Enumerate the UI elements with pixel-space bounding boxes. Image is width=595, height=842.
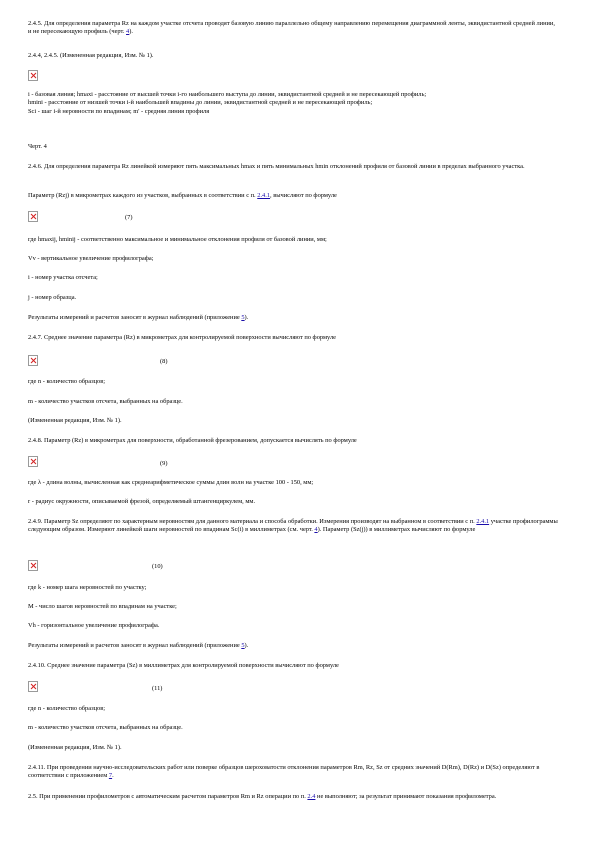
results-note xyxy=(28,314,558,322)
text: . xyxy=(112,772,114,780)
text: 2.4.11. При проведении научно-исследовательских работ или поверке образцов шероховатости отклонения параметров Rm, Rz, Sz от средних значений D(Rm), D(Rz) и D(Sz) определяют в соответствии с приложением xyxy=(28,764,540,780)
where-m: m - количество участков отсчета, выбранных на образце. xyxy=(28,724,183,731)
where-r: r - радиус окружности, описываемой фрезой, определяемый штангенциркулем, мм. xyxy=(28,498,256,505)
broken-image-icon xyxy=(28,70,38,81)
amendment-note: (Измененная редакция, Изм. № 1). xyxy=(28,744,122,751)
link-2-4[interactable]: 2.4 xyxy=(307,793,316,800)
broken-image-icon xyxy=(28,355,38,366)
text: 2.4.9. Параметр Sz определяют по характерным неровностям для данного материала и способа обработки. Измерения производят на выбранном в соответствии с п. xyxy=(28,518,477,525)
para-rzj xyxy=(28,192,558,200)
where-k: где k - номер шага неровностей по участку; xyxy=(28,584,147,591)
para-2-4-5 xyxy=(28,20,558,37)
link-drawing-4[interactable]: 4 xyxy=(126,28,130,36)
link-2-4-1[interactable]: 2.4.1 xyxy=(257,192,271,199)
where-lambda: где λ - длина волны, вычисленная как среднеарифметическое суммы длин волн на участке 100 - 150, мм; xyxy=(28,479,314,486)
text: , вычисляют по формуле xyxy=(270,192,337,199)
para-2-4-8: 2.4.8. Параметр (Rz) в микрометрах для поверхности, обработанной фрезерованием, допускается вычислять по формуле xyxy=(28,437,357,444)
drawing-4-legend: i - базовая линия; hmaxi - расстояние от высшей точки i-го наибольшего выступа до линии, эквидистантной средней и не пересекающей профиль; hmini - расстояние от низшей точки i-й наибольшей впадины до линии, эквидистантной средней и не пересекающей профиль; Sci - шаг i-й неровности по впадинам; m' - средняя линия профиля xyxy=(28,91,427,115)
para-2-4-6: 2.4.6. Для определения параметра Rz линейкой измеряют пять максимальных hmax и пять минимальных hmin отклонений профиля от базовой линии в пределах выбранного участка. xyxy=(28,163,525,170)
where-vv: Vv - вертикальное увеличение профилографа; xyxy=(28,255,154,262)
equation-number: (9) xyxy=(160,460,168,467)
where-vh: Vh - горизонтальное увеличение профилографа. xyxy=(28,622,160,629)
where-n: где n - количество образцов; xyxy=(28,378,106,385)
text: ). Параметр (Sz(j)) в миллиметрах вычисляют по формуле xyxy=(317,526,476,534)
equation-number: (10) xyxy=(152,563,163,570)
where-n: где n - количество образцов; xyxy=(28,705,106,712)
text: 2.5. При применении профилометров с автоматическим расчетом параметров Rm и Rz операции по п. xyxy=(28,793,308,800)
text: Результаты измерений и расчетов заносят в журнал наблюдений (приложение xyxy=(28,314,242,321)
text: участке профилограммы следующим образом. Измеряют линейкой шаги неровностей по впадинам Sc(i) в миллиметрах (см. черт. xyxy=(28,518,558,534)
link-appendix-5[interactable]: 5 xyxy=(241,642,245,649)
where-j: j - номер образца. xyxy=(28,294,77,301)
equation-number: (11) xyxy=(152,685,163,692)
text: не выполняют; за результат принимают показания профилометра. xyxy=(315,793,497,800)
text: Параметр (Rzj) в микрометрах каждого из участков, выбранных в соответствии с п. xyxy=(28,192,258,199)
where-hmax: где hmaxij, hminij - соответственно максимальное и минимальное отклонения профиля от базовой линии, мм; xyxy=(28,236,327,243)
text: Результаты измерений и расчетов заносят в журнал наблюдений (приложение xyxy=(28,642,242,649)
text: ). xyxy=(129,28,133,36)
para-2-5 xyxy=(28,793,558,801)
text: 2.4.5. Для определения параметра Rz на каждом участке отсчета проводят базовую линию параллельно общему направлению перемещения диаграммной ленты, эквидистантной средней линии, и не пересекающую профиль (черт. xyxy=(28,20,555,36)
equation-number: (8) xyxy=(160,358,168,365)
amendment-note: 2.4.4, 2.4.5. (Измененная редакция, Изм. № 1). xyxy=(28,52,154,59)
link-2-4-1[interactable]: 2.4.1 xyxy=(476,518,490,525)
where-m: m - количество участков отсчета, выбранных на образце. xyxy=(28,398,183,405)
link-drawing-4[interactable]: 4 xyxy=(314,526,318,534)
drawing-caption: Черт. 4 xyxy=(28,143,47,150)
broken-image-icon xyxy=(28,560,38,571)
broken-image-icon xyxy=(28,211,38,222)
link-appendix-5[interactable]: 5 xyxy=(241,314,245,321)
text: ). xyxy=(244,642,249,649)
where-M: M - число шагов неровностей по впадинам на участке; xyxy=(28,603,177,610)
broken-image-icon xyxy=(28,456,38,467)
results-note xyxy=(28,642,558,650)
broken-image-icon xyxy=(28,681,38,692)
amendment-note: (Измененная редакция, Изм. № 1). xyxy=(28,417,122,424)
para-2-4-9 xyxy=(28,518,558,535)
para-2-4-11 xyxy=(28,764,558,781)
text: ). xyxy=(244,314,249,321)
para-2-4-7: 2.4.7. Среднее значение параметра (Rz) в микрометрах для контролируемой поверхности вычисляют по формуле xyxy=(28,334,336,341)
para-2-4-10: 2.4.10. Среднее значение параметра (Sz) в миллиметрах для контролируемой поверхности вычисляют по формуле xyxy=(28,662,339,669)
link-appendix-7[interactable]: 7 xyxy=(108,772,113,780)
where-i: i - номер участка отсчета; xyxy=(28,274,98,281)
equation-number: (7) xyxy=(125,214,133,221)
